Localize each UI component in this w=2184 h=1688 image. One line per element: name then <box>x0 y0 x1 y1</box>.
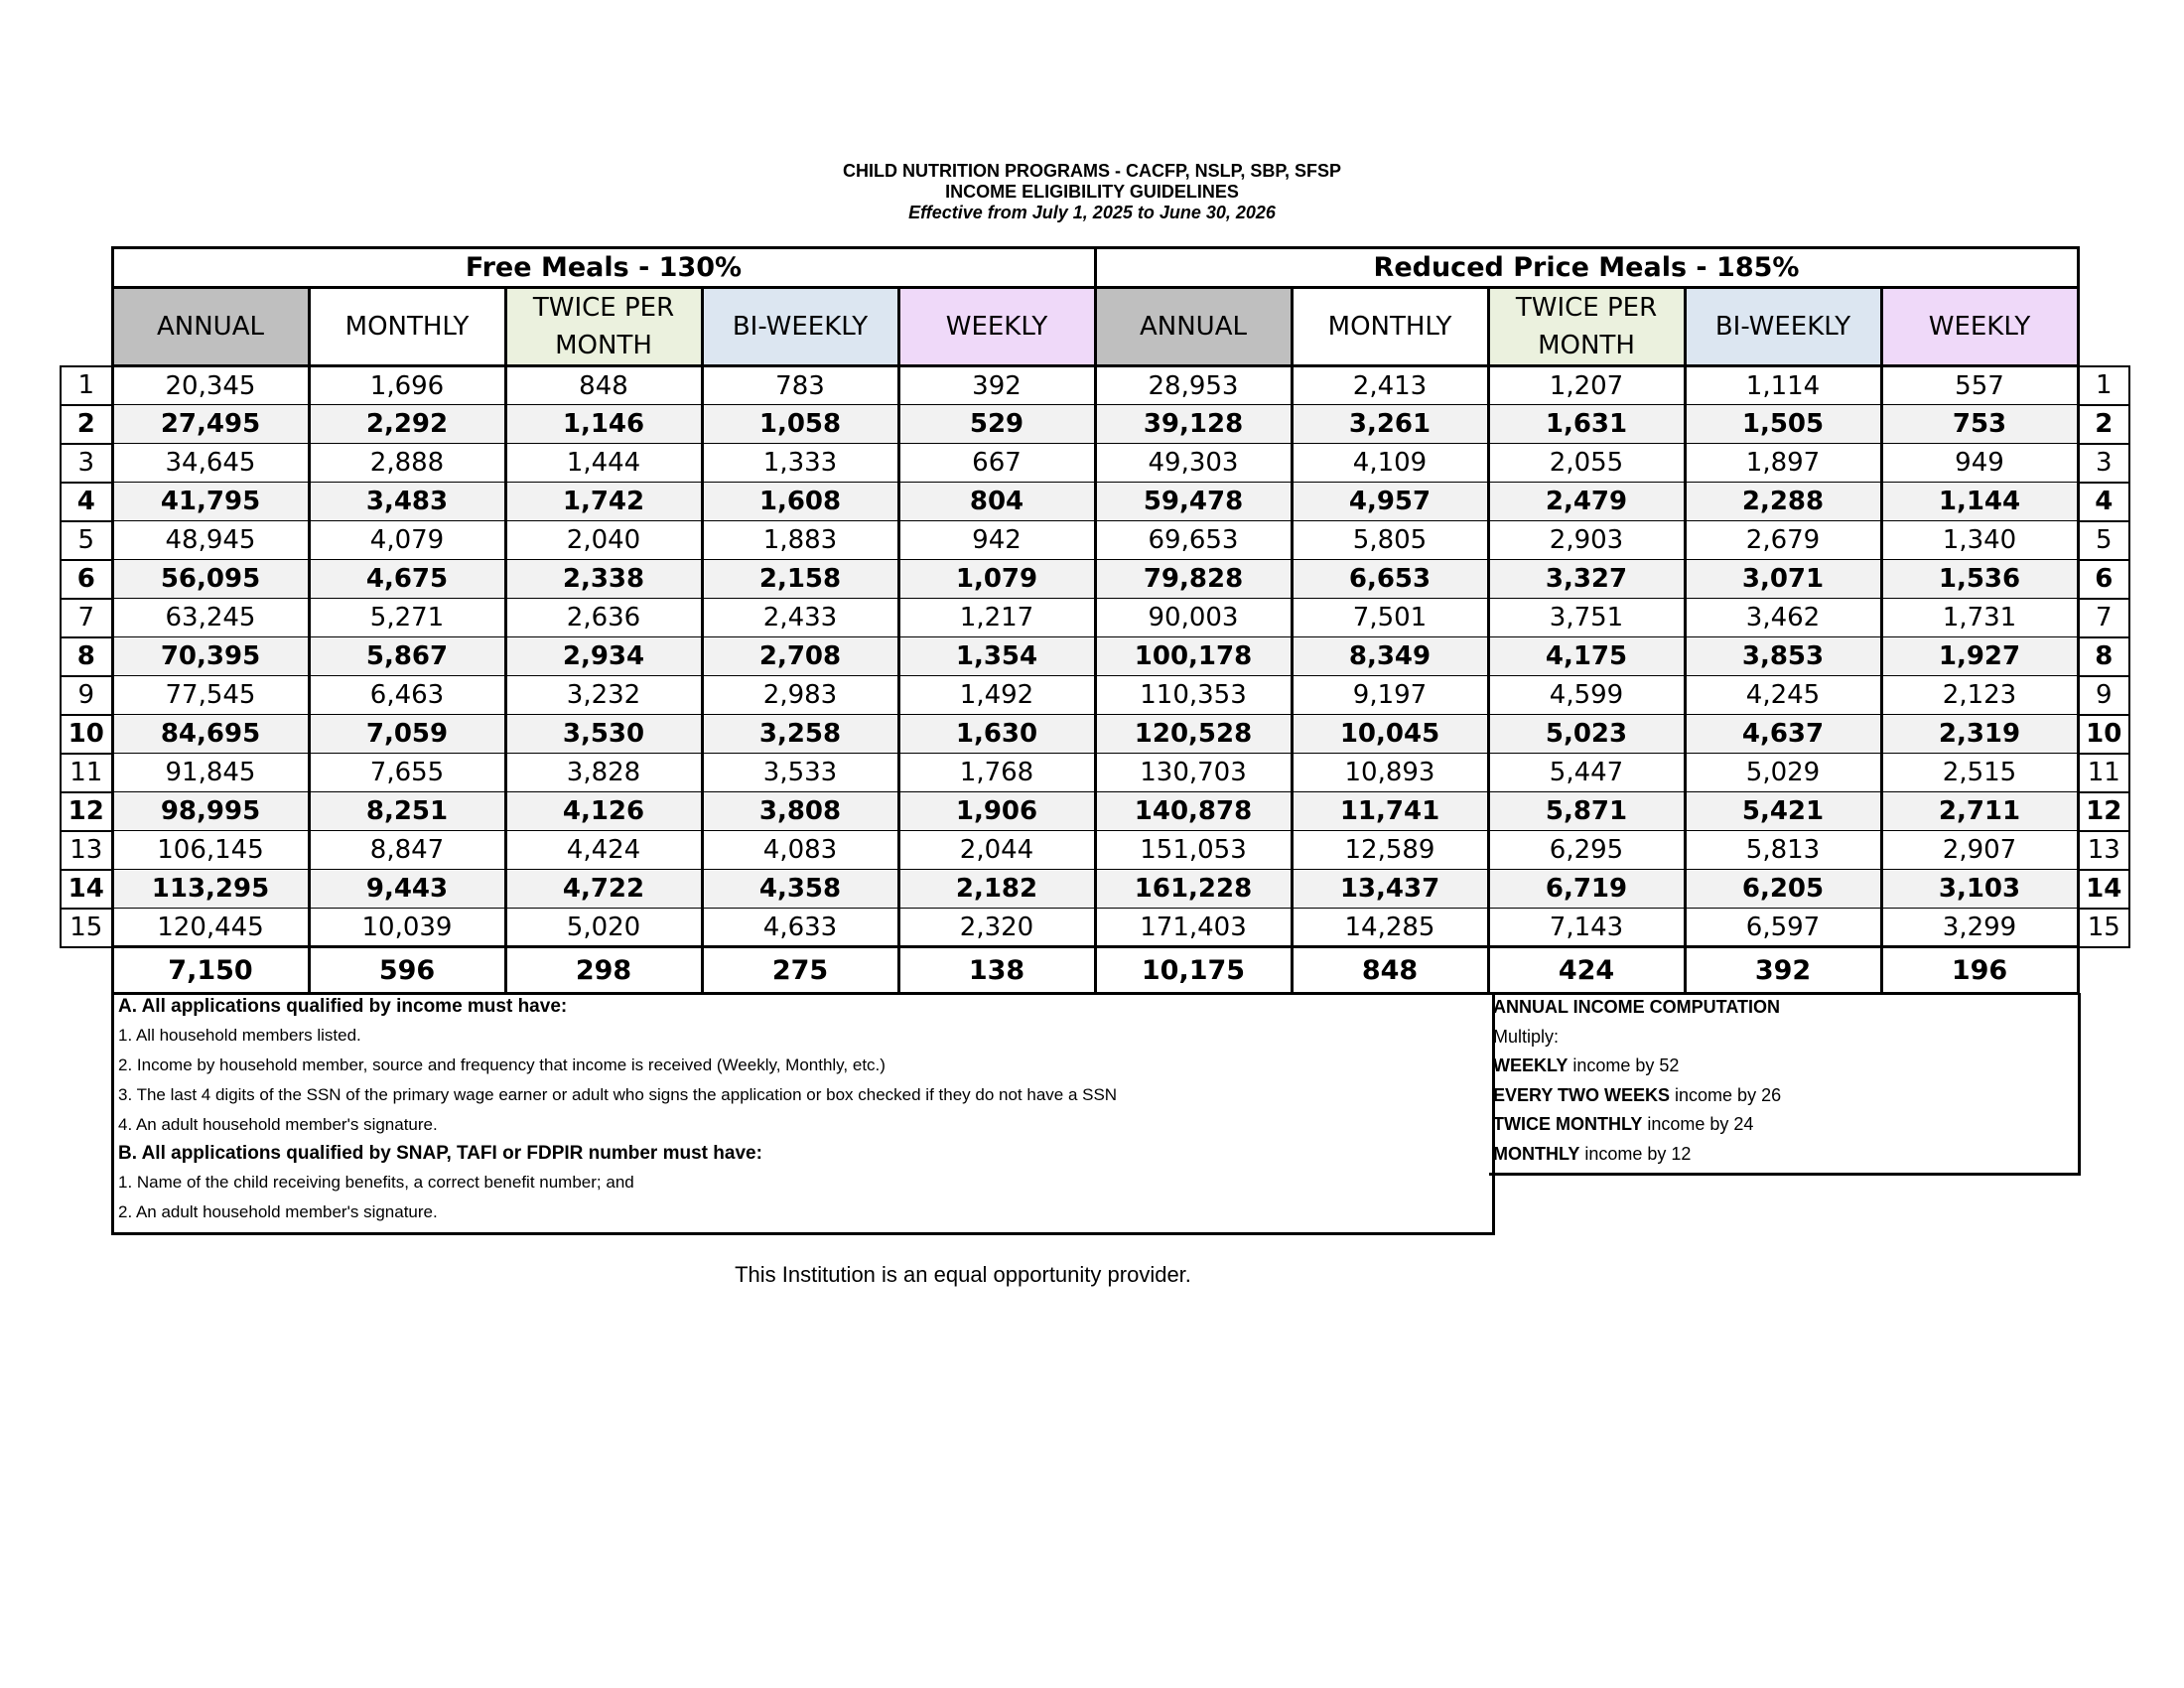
spacer <box>61 288 112 366</box>
reduced-monthly-value: 10,893 <box>1292 754 1488 792</box>
computation-factor: income by 12 <box>1579 1143 1692 1164</box>
col-free-annual: ANNUAL <box>112 288 309 366</box>
free-biweekly-value: 783 <box>702 366 898 405</box>
requirement-item: 3. The last 4 digits of the SSN of the primary wage earner or adult who signs the application or box checked if they do not have a SSN <box>118 1085 1118 1104</box>
reduced-twice-value: 5,023 <box>1488 715 1685 754</box>
section-header-row <box>61 248 2129 288</box>
household-size-left: 9 <box>61 676 112 715</box>
free-annual-value: 34,645 <box>112 444 309 483</box>
free-twice-value: 2,338 <box>505 560 702 599</box>
reduced-annual-value: 151,053 <box>1095 831 1292 870</box>
computation-factor: income by 24 <box>1642 1114 1754 1134</box>
household-size-left: 7 <box>61 599 112 637</box>
reduced-twice-value: 7,143 <box>1488 909 1685 947</box>
household-size-right: 3 <box>2078 444 2129 483</box>
requirement-item: 2. Income by household member, source and frequency that income is received (Weekly, Monthly, etc.) <box>118 1055 886 1074</box>
reduced-biweekly-value: 6,205 <box>1685 870 1881 909</box>
reduced-weekly-value: 1,536 <box>1881 560 2078 599</box>
free-annual-value: 77,545 <box>112 676 309 715</box>
additional-free-biweekly: 275 <box>702 947 898 994</box>
household-size-right: 7 <box>2078 599 2129 637</box>
reduced-twice-value: 6,719 <box>1488 870 1685 909</box>
reduced-monthly-value: 11,741 <box>1292 792 1488 831</box>
household-size-right: 11 <box>2078 754 2129 792</box>
reduced-biweekly-value: 1,114 <box>1685 366 1881 405</box>
computation-term: EVERY TWO WEEKS <box>1493 1084 1671 1105</box>
reduced-twice-value: 2,055 <box>1488 444 1685 483</box>
household-size-left: 12 <box>61 792 112 831</box>
document-title: CHILD NUTRITION PROGRAMS - CACFP, NSLP, SBP, SFSP <box>842 161 1342 181</box>
document-subtitle: INCOME ELIGIBILITY GUIDELINES <box>945 182 1239 202</box>
free-twice-value: 4,424 <box>505 831 702 870</box>
free-twice-value: 2,934 <box>505 637 702 676</box>
household-size-left: 3 <box>61 444 112 483</box>
additional-reduced-monthly: 848 <box>1292 947 1488 994</box>
household-size-right: 2 <box>2078 405 2129 444</box>
reduced-biweekly-value: 4,245 <box>1685 676 1881 715</box>
free-annual-value: 91,845 <box>112 754 309 792</box>
household-size-right: 6 <box>2078 560 2129 599</box>
effective-dates: Effective from July 1, 2025 to June 30, 2026 <box>908 203 1276 222</box>
free-weekly-value: 2,320 <box>898 909 1095 947</box>
requirement-item: 1. Name of the child receiving benefits, a correct benefit number; and <box>118 1173 634 1192</box>
free-twice-value: 4,126 <box>505 792 702 831</box>
free-monthly-value: 5,271 <box>309 599 505 637</box>
reduced-biweekly-value: 5,029 <box>1685 754 1881 792</box>
reduced-monthly-value: 2,413 <box>1292 366 1488 405</box>
household-size-left: 4 <box>61 483 112 521</box>
free-monthly-value: 10,039 <box>309 909 505 947</box>
free-weekly-value: 1,354 <box>898 637 1095 676</box>
col-free-biweekly: BI-WEEKLY <box>702 288 898 366</box>
reduced-weekly-value: 949 <box>1881 444 2078 483</box>
reduced-annual-value: 100,178 <box>1095 637 1292 676</box>
application-requirements <box>111 993 1495 1235</box>
reduced-weekly-value: 2,711 <box>1881 792 2078 831</box>
document-header <box>0 161 2184 223</box>
reduced-twice-value: 1,207 <box>1488 366 1685 405</box>
reduced-monthly-value: 5,805 <box>1292 521 1488 560</box>
reduced-monthly-value: 8,349 <box>1292 637 1488 676</box>
household-size-right: 14 <box>2078 870 2129 909</box>
reduced-biweekly-value: 1,505 <box>1685 405 1881 444</box>
free-annual-value: 120,445 <box>112 909 309 947</box>
reduced-weekly-value: 2,123 <box>1881 676 2078 715</box>
additional-member-row <box>61 947 2129 994</box>
free-twice-value: 3,530 <box>505 715 702 754</box>
reduced-annual-value: 130,703 <box>1095 754 1292 792</box>
col-reduced-twice: TWICE PER MONTH <box>1488 288 1685 366</box>
free-weekly-value: 804 <box>898 483 1095 521</box>
additional-free-annual: 7,150 <box>112 947 309 994</box>
free-biweekly-value: 4,633 <box>702 909 898 947</box>
free-monthly-value: 8,251 <box>309 792 505 831</box>
reduced-annual-value: 90,003 <box>1095 599 1292 637</box>
household-size-right: 1 <box>2078 366 2129 405</box>
free-annual-value: 70,395 <box>112 637 309 676</box>
reduced-weekly-value: 2,515 <box>1881 754 2078 792</box>
reduced-weekly-value: 557 <box>1881 366 2078 405</box>
household-row <box>61 444 2129 483</box>
reduced-biweekly-value: 4,637 <box>1685 715 1881 754</box>
reduced-annual-value: 28,953 <box>1095 366 1292 405</box>
household-row <box>61 366 2129 405</box>
free-weekly-value: 529 <box>898 405 1095 444</box>
free-monthly-value: 7,655 <box>309 754 505 792</box>
household-size-left: 2 <box>61 405 112 444</box>
household-size-left: 5 <box>61 521 112 560</box>
free-twice-value: 3,828 <box>505 754 702 792</box>
free-twice-value: 5,020 <box>505 909 702 947</box>
reduced-twice-value: 6,295 <box>1488 831 1685 870</box>
reduced-annual-value: 69,653 <box>1095 521 1292 560</box>
free-biweekly-value: 2,433 <box>702 599 898 637</box>
reduced-monthly-value: 13,437 <box>1292 870 1488 909</box>
free-biweekly-value: 3,808 <box>702 792 898 831</box>
household-size-right: 10 <box>2078 715 2129 754</box>
reduced-biweekly-value: 1,897 <box>1685 444 1881 483</box>
household-row <box>61 599 2129 637</box>
free-twice-value: 4,722 <box>505 870 702 909</box>
computation-term: TWICE MONTHLY <box>1493 1114 1643 1134</box>
additional-free-twice: 298 <box>505 947 702 994</box>
reduced-weekly-value: 2,319 <box>1881 715 2078 754</box>
free-weekly-value: 942 <box>898 521 1095 560</box>
free-biweekly-value: 1,608 <box>702 483 898 521</box>
household-row <box>61 870 2129 909</box>
free-annual-value: 48,945 <box>112 521 309 560</box>
free-monthly-value: 6,463 <box>309 676 505 715</box>
reduced-twice-value: 2,903 <box>1488 521 1685 560</box>
reduced-weekly-value: 1,731 <box>1881 599 2078 637</box>
free-monthly-value: 4,675 <box>309 560 505 599</box>
reduced-twice-value: 4,599 <box>1488 676 1685 715</box>
free-monthly-value: 5,867 <box>309 637 505 676</box>
free-annual-value: 98,995 <box>112 792 309 831</box>
computation-line <box>1489 1140 2078 1170</box>
household-size-right: 5 <box>2078 521 2129 560</box>
reduced-twice-value: 4,175 <box>1488 637 1685 676</box>
free-monthly-value: 3,483 <box>309 483 505 521</box>
reduced-meals-heading: Reduced Price Meals - 185% <box>1095 248 2078 288</box>
household-row <box>61 637 2129 676</box>
reduced-biweekly-value: 2,288 <box>1685 483 1881 521</box>
household-row <box>61 754 2129 792</box>
free-biweekly-value: 3,533 <box>702 754 898 792</box>
reduced-twice-value: 2,479 <box>1488 483 1685 521</box>
free-annual-value: 20,345 <box>112 366 309 405</box>
free-twice-value: 3,232 <box>505 676 702 715</box>
column-header-row <box>61 288 2129 366</box>
reduced-annual-value: 161,228 <box>1095 870 1292 909</box>
free-weekly-value: 1,630 <box>898 715 1095 754</box>
free-twice-value: 1,444 <box>505 444 702 483</box>
reduced-biweekly-value: 5,421 <box>1685 792 1881 831</box>
free-biweekly-value: 4,083 <box>702 831 898 870</box>
reduced-biweekly-value: 2,679 <box>1685 521 1881 560</box>
free-annual-value: 63,245 <box>112 599 309 637</box>
col-reduced-monthly: MONTHLY <box>1292 288 1488 366</box>
reduced-monthly-value: 9,197 <box>1292 676 1488 715</box>
equal-opportunity-statement: This Institution is an equal opportunity provider. <box>735 1262 1191 1287</box>
free-annual-value: 84,695 <box>112 715 309 754</box>
reduced-twice-value: 3,327 <box>1488 560 1685 599</box>
computation-factor: income by 52 <box>1568 1055 1680 1075</box>
computation-term: WEEKLY <box>1493 1055 1569 1075</box>
col-reduced-biweekly: BI-WEEKLY <box>1685 288 1881 366</box>
reduced-twice-value: 1,631 <box>1488 405 1685 444</box>
free-biweekly-value: 1,883 <box>702 521 898 560</box>
reduced-monthly-value: 3,261 <box>1292 405 1488 444</box>
household-row <box>61 831 2129 870</box>
reduced-annual-value: 110,353 <box>1095 676 1292 715</box>
col-reduced-weekly: WEEKLY <box>1881 288 2078 366</box>
reduced-weekly-value: 3,103 <box>1881 870 2078 909</box>
requirements-b-heading: B. All applications qualified by SNAP, TAFI or FDPIR number must have: <box>118 1143 762 1164</box>
reduced-annual-value: 140,878 <box>1095 792 1292 831</box>
reduced-weekly-value: 1,340 <box>1881 521 2078 560</box>
free-biweekly-value: 2,708 <box>702 637 898 676</box>
household-size-right: 15 <box>2078 909 2129 947</box>
household-size-left: 15 <box>61 909 112 947</box>
free-weekly-value: 1,217 <box>898 599 1095 637</box>
household-size-right: 12 <box>2078 792 2129 831</box>
free-weekly-value: 2,182 <box>898 870 1095 909</box>
free-monthly-value: 1,696 <box>309 366 505 405</box>
additional-reduced-biweekly: 392 <box>1685 947 1881 994</box>
household-row <box>61 483 2129 521</box>
reduced-weekly-value: 753 <box>1881 405 2078 444</box>
reduced-annual-value: 39,128 <box>1095 405 1292 444</box>
spacer <box>2078 288 2129 366</box>
free-biweekly-value: 1,333 <box>702 444 898 483</box>
additional-reduced-weekly: 196 <box>1881 947 2078 994</box>
reduced-monthly-value: 4,957 <box>1292 483 1488 521</box>
reduced-annual-value: 79,828 <box>1095 560 1292 599</box>
household-row <box>61 792 2129 831</box>
free-weekly-value: 2,044 <box>898 831 1095 870</box>
reduced-weekly-value: 2,907 <box>1881 831 2078 870</box>
col-free-weekly: WEEKLY <box>898 288 1095 366</box>
free-weekly-value: 1,079 <box>898 560 1095 599</box>
free-weekly-value: 392 <box>898 366 1095 405</box>
additional-reduced-twice: 424 <box>1488 947 1685 994</box>
free-weekly-value: 1,492 <box>898 676 1095 715</box>
household-row <box>61 521 2129 560</box>
free-twice-value: 1,742 <box>505 483 702 521</box>
computation-heading: ANNUAL INCOME COMPUTATION <box>1493 997 1780 1017</box>
free-twice-value: 2,636 <box>505 599 702 637</box>
free-meals-heading: Free Meals - 130% <box>112 248 1095 288</box>
free-biweekly-value: 1,058 <box>702 405 898 444</box>
reduced-twice-value: 3,751 <box>1488 599 1685 637</box>
requirement-item: 2. An adult household member's signature. <box>118 1202 438 1221</box>
col-free-monthly: MONTHLY <box>309 288 505 366</box>
free-twice-value: 2,040 <box>505 521 702 560</box>
reduced-biweekly-value: 3,071 <box>1685 560 1881 599</box>
free-annual-value: 27,495 <box>112 405 309 444</box>
free-weekly-value: 1,768 <box>898 754 1095 792</box>
household-size-left: 6 <box>61 560 112 599</box>
spacer <box>61 248 112 288</box>
computation-line <box>1489 1052 2078 1081</box>
free-monthly-value: 9,443 <box>309 870 505 909</box>
household-row <box>61 405 2129 444</box>
reduced-biweekly-value: 3,853 <box>1685 637 1881 676</box>
reduced-weekly-value: 1,144 <box>1881 483 2078 521</box>
reduced-biweekly-value: 3,462 <box>1685 599 1881 637</box>
eligibility-table <box>60 246 2130 995</box>
household-row <box>61 560 2129 599</box>
household-size-left: 11 <box>61 754 112 792</box>
free-annual-value: 56,095 <box>112 560 309 599</box>
requirement-item: 1. All household members listed. <box>118 1026 361 1045</box>
reduced-twice-value: 5,871 <box>1488 792 1685 831</box>
col-reduced-annual: ANNUAL <box>1095 288 1292 366</box>
spacer <box>2078 947 2129 994</box>
household-size-left: 14 <box>61 870 112 909</box>
reduced-monthly-value: 12,589 <box>1292 831 1488 870</box>
computation-line <box>1489 1110 2078 1140</box>
free-biweekly-value: 2,983 <box>702 676 898 715</box>
annual-income-computation <box>1489 993 2081 1176</box>
free-biweekly-value: 4,358 <box>702 870 898 909</box>
free-biweekly-value: 2,158 <box>702 560 898 599</box>
free-annual-value: 113,295 <box>112 870 309 909</box>
free-annual-value: 41,795 <box>112 483 309 521</box>
free-monthly-value: 8,847 <box>309 831 505 870</box>
household-row <box>61 909 2129 947</box>
free-monthly-value: 2,292 <box>309 405 505 444</box>
household-size-left: 8 <box>61 637 112 676</box>
household-size-right: 9 <box>2078 676 2129 715</box>
requirements-a-heading: A. All applications qualified by income must have: <box>118 996 568 1017</box>
reduced-biweekly-value: 6,597 <box>1685 909 1881 947</box>
col-free-twice: TWICE PER MONTH <box>505 288 702 366</box>
spacer <box>2078 248 2129 288</box>
household-size-left: 10 <box>61 715 112 754</box>
reduced-monthly-value: 7,501 <box>1292 599 1488 637</box>
household-row <box>61 715 2129 754</box>
reduced-biweekly-value: 5,813 <box>1685 831 1881 870</box>
reduced-annual-value: 59,478 <box>1095 483 1292 521</box>
free-annual-value: 106,145 <box>112 831 309 870</box>
reduced-weekly-value: 1,927 <box>1881 637 2078 676</box>
spacer <box>61 947 112 994</box>
reduced-monthly-value: 10,045 <box>1292 715 1488 754</box>
free-monthly-value: 4,079 <box>309 521 505 560</box>
reduced-annual-value: 120,528 <box>1095 715 1292 754</box>
reduced-monthly-value: 6,653 <box>1292 560 1488 599</box>
household-size-right: 13 <box>2078 831 2129 870</box>
reduced-annual-value: 49,303 <box>1095 444 1292 483</box>
reduced-weekly-value: 3,299 <box>1881 909 2078 947</box>
household-size-right: 8 <box>2078 637 2129 676</box>
free-twice-value: 1,146 <box>505 405 702 444</box>
free-twice-value: 848 <box>505 366 702 405</box>
free-monthly-value: 2,888 <box>309 444 505 483</box>
household-size-left: 1 <box>61 366 112 405</box>
free-weekly-value: 1,906 <box>898 792 1095 831</box>
computation-multiply: Multiply: <box>1493 1026 1560 1047</box>
reduced-twice-value: 5,447 <box>1488 754 1685 792</box>
computation-factor: income by 26 <box>1670 1084 1782 1105</box>
reduced-annual-value: 171,403 <box>1095 909 1292 947</box>
household-size-left: 13 <box>61 831 112 870</box>
additional-free-weekly: 138 <box>898 947 1095 994</box>
additional-reduced-annual: 10,175 <box>1095 947 1292 994</box>
free-biweekly-value: 3,258 <box>702 715 898 754</box>
requirement-item: 4. An adult household member's signature. <box>118 1115 438 1134</box>
computation-line <box>1489 1081 2078 1111</box>
household-row <box>61 676 2129 715</box>
reduced-monthly-value: 4,109 <box>1292 444 1488 483</box>
free-monthly-value: 7,059 <box>309 715 505 754</box>
computation-term: MONTHLY <box>1493 1143 1580 1164</box>
household-size-right: 4 <box>2078 483 2129 521</box>
free-weekly-value: 667 <box>898 444 1095 483</box>
additional-free-monthly: 596 <box>309 947 505 994</box>
reduced-monthly-value: 14,285 <box>1292 909 1488 947</box>
